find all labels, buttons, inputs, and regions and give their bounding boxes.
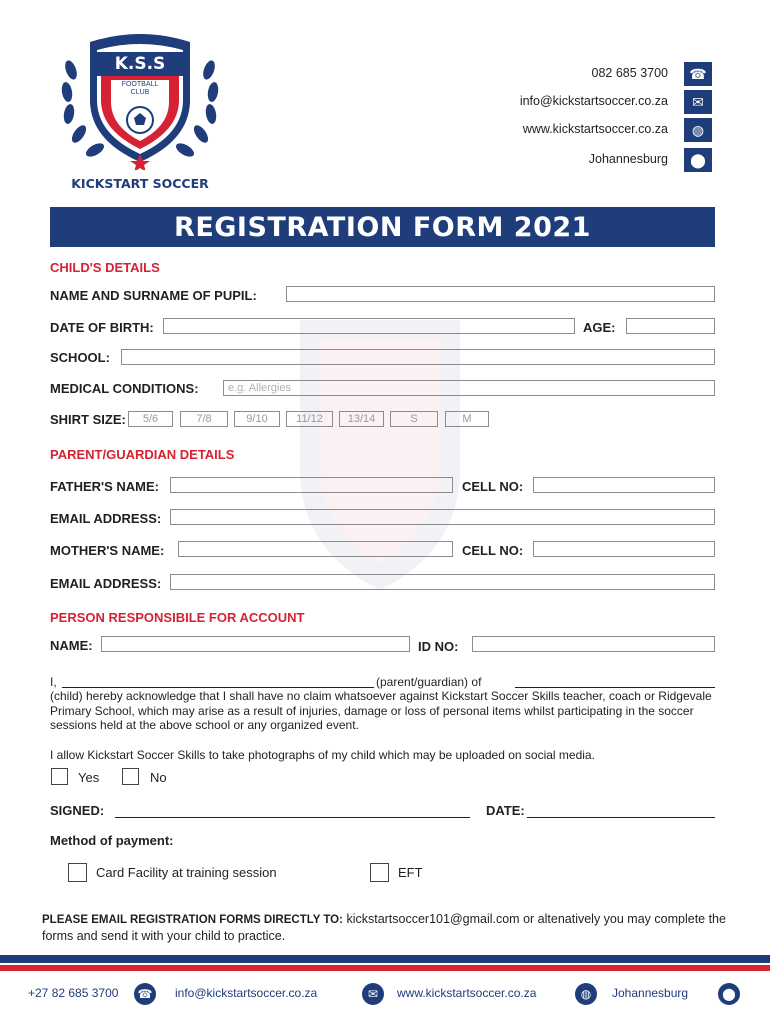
size-13-14[interactable]: 13/14 (339, 411, 384, 427)
header-website: www.kickstartsoccer.co.za (522, 122, 668, 136)
mother-email-label: EMAIL ADDRESS: (50, 576, 162, 591)
footer-stripe-red (0, 965, 770, 971)
logo-initials: K.S.S (114, 54, 166, 74)
footer-stripe-navy (0, 955, 770, 963)
father-email-field[interactable] (170, 509, 715, 525)
account-name-label: NAME: (50, 638, 93, 653)
dob-field[interactable] (163, 318, 575, 334)
medical-placeholder: e.g. Allergies (228, 382, 291, 394)
size-11-12[interactable]: 11/12 (286, 411, 333, 427)
logo (55, 30, 225, 195)
logo-club-line2: CLUB (130, 89, 150, 96)
footer-phone: +27 82 685 3700 (28, 986, 119, 1000)
size-s[interactable]: S (390, 411, 438, 427)
form-title: REGISTRATION FORM 2021 (50, 207, 715, 247)
mother-cell-label: CELL NO: (462, 543, 524, 558)
header-phone: 082 685 3700 (591, 66, 668, 80)
no-label: No (150, 770, 167, 785)
pupil-name-field[interactable] (286, 286, 715, 302)
father-email-label: EMAIL ADDRESS: (50, 511, 162, 526)
child-details-heading: CHILD'S DETAILS (50, 260, 160, 275)
medical-label: MEDICAL CONDITIONS: (50, 381, 199, 396)
date-label: DATE: (486, 803, 525, 818)
yes-label: Yes (78, 770, 100, 785)
id-no-label: ID NO: (418, 639, 459, 654)
declaration-parent-of: (parent/guardian) of (376, 675, 482, 689)
card-facility-label: Card Facility at training session (96, 865, 277, 880)
signed-line[interactable] (115, 817, 470, 818)
school-label: SCHOOL: (50, 350, 110, 365)
parent-name-blank[interactable] (62, 687, 374, 688)
father-name-label: FATHER'S NAME: (50, 479, 160, 494)
father-cell-field[interactable] (533, 477, 715, 493)
father-name-field[interactable] (170, 477, 453, 493)
footer-email: info@kickstartsoccer.co.za (175, 986, 318, 1000)
medical-field[interactable] (223, 380, 715, 396)
declaration-i: I, (50, 675, 57, 689)
email-instructions (42, 911, 732, 944)
age-field[interactable] (626, 318, 715, 334)
logo-club-line1: FOOTBALL (121, 81, 159, 88)
dob-label: DATE OF BIRTH: (50, 320, 154, 335)
instructions-bold: PLEASE EMAIL REGISTRATION FORMS DIRECTLY TO: (42, 914, 343, 926)
eft-label: EFT (398, 865, 423, 880)
footer-phone-icon: ☎ (134, 983, 156, 1005)
signed-label: SIGNED: (50, 803, 105, 818)
header-email: info@kickstartsoccer.co.za (519, 94, 668, 108)
footer-website: www.kickstartsoccer.co.za (397, 986, 537, 1000)
footer-location-icon: ⬤ (718, 983, 740, 1005)
eft-checkbox[interactable] (370, 863, 389, 882)
footer-location: Johannesburg (612, 986, 689, 1000)
size-9-10[interactable]: 9/10 (234, 411, 280, 427)
footer-mail-icon: ✉ (362, 983, 384, 1005)
date-line[interactable] (527, 817, 715, 818)
age-label: AGE: (583, 320, 616, 335)
shirt-size-label: SHIRT SIZE: (50, 412, 126, 427)
account-heading: PERSON RESPONSIBILE FOR ACCOUNT (50, 610, 305, 625)
child-name-blank[interactable] (515, 687, 715, 688)
size-5-6[interactable]: 5/6 (128, 411, 173, 427)
crest-icon (55, 30, 225, 170)
yes-checkbox[interactable] (51, 768, 68, 785)
mother-name-field[interactable] (178, 541, 453, 557)
size-7-8[interactable]: 7/8 (180, 411, 228, 427)
footer-globe-icon: ◍ (575, 983, 597, 1005)
location-pin-icon: ⬤ (684, 148, 712, 172)
size-m[interactable]: M (445, 411, 489, 427)
header-location: Johannesburg (588, 152, 668, 166)
mother-name-label: MOTHER'S NAME: (50, 543, 165, 558)
no-checkbox[interactable] (122, 768, 139, 785)
pupil-name-label: NAME AND SURNAME OF PUPIL: (50, 288, 257, 303)
declaration-line1 (50, 675, 715, 689)
instructions-email: kickstartsoccer101@gmail.com (346, 912, 520, 926)
photo-consent-text: I allow Kickstart Soccer Skills to take photographs of my child which may be uploaded on social media. (50, 748, 595, 762)
phone-icon: ☎ (684, 62, 712, 86)
mail-icon: ✉ (684, 90, 712, 114)
parent-details-heading: PARENT/GUARDIAN DETAILS (50, 447, 235, 462)
mother-email-field[interactable] (170, 574, 715, 590)
school-field[interactable] (121, 349, 715, 365)
globe-icon: ◍ (684, 118, 712, 142)
logo-brand: KICKSTART SOCCER (71, 176, 209, 191)
father-cell-label: CELL NO: (462, 479, 524, 494)
declaration-text: (child) hereby acknowledge that I shall have no claim whatsoever against Kickstart Soccer Skills teacher, coach or Ridgevale Primary School, which may arise as a result of injuries, damage or loss of personal items whilst participating in the soccer sessions held at the above school or any organized event. (50, 689, 712, 732)
account-name-field[interactable] (101, 636, 410, 652)
payment-heading: Method of payment: (50, 833, 174, 848)
mother-cell-field[interactable] (533, 541, 715, 557)
id-no-field[interactable] (472, 636, 715, 652)
card-facility-checkbox[interactable] (68, 863, 87, 882)
instructions-rest: or altenatively you may complete the forms and send it with your child to practice. (42, 912, 726, 943)
